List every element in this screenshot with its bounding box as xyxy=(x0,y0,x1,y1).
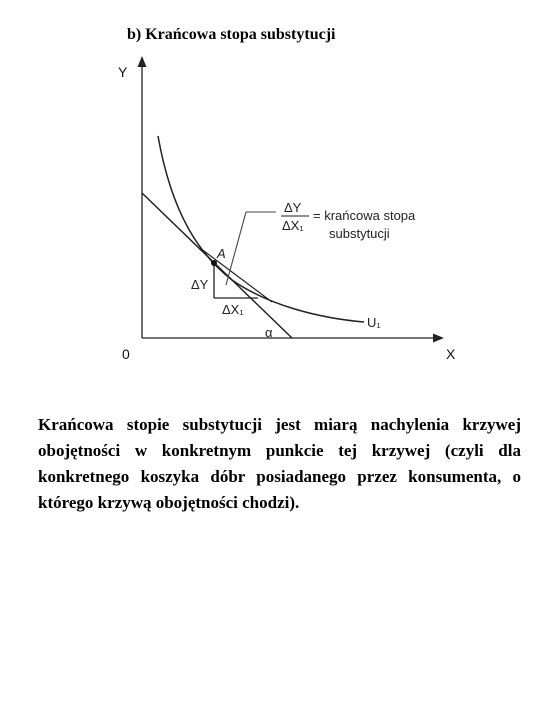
x-axis-arrow xyxy=(433,334,444,343)
secant-line xyxy=(200,248,272,302)
delta-y-label: ΔY xyxy=(191,277,209,292)
y-axis-arrow xyxy=(138,56,147,67)
tangent-line xyxy=(142,193,292,338)
formula-denominator: ΔX₁ xyxy=(282,218,304,233)
diagram-title: b) Krańcowa stopa substytucji xyxy=(127,26,336,43)
formula-pointer-line xyxy=(226,212,246,285)
origin-label: 0 xyxy=(122,346,130,362)
y-axis-label: Y xyxy=(118,64,128,80)
point-a-label: A xyxy=(217,246,226,261)
formula-text-line1: = krańcowa stopa xyxy=(313,208,416,223)
x-axis-label: X xyxy=(446,346,456,362)
formula-numerator: ΔY xyxy=(284,200,302,215)
formula-text-line2: substytucji xyxy=(329,226,390,241)
curve-u1-label: U₁ xyxy=(367,315,381,330)
delta-x-label: ΔX₁ xyxy=(222,302,244,317)
description-paragraph: Krańcowa stopie substytucji jest miarą nachylenia krzywej obojętności w konkretnym punkcie tej krzywej (czyli dla konkretnego koszyka dóbr posiadanego przez konsumenta, o którego krzywą obojętności chodzi). xyxy=(38,415,521,512)
alpha-label: α xyxy=(265,325,273,340)
